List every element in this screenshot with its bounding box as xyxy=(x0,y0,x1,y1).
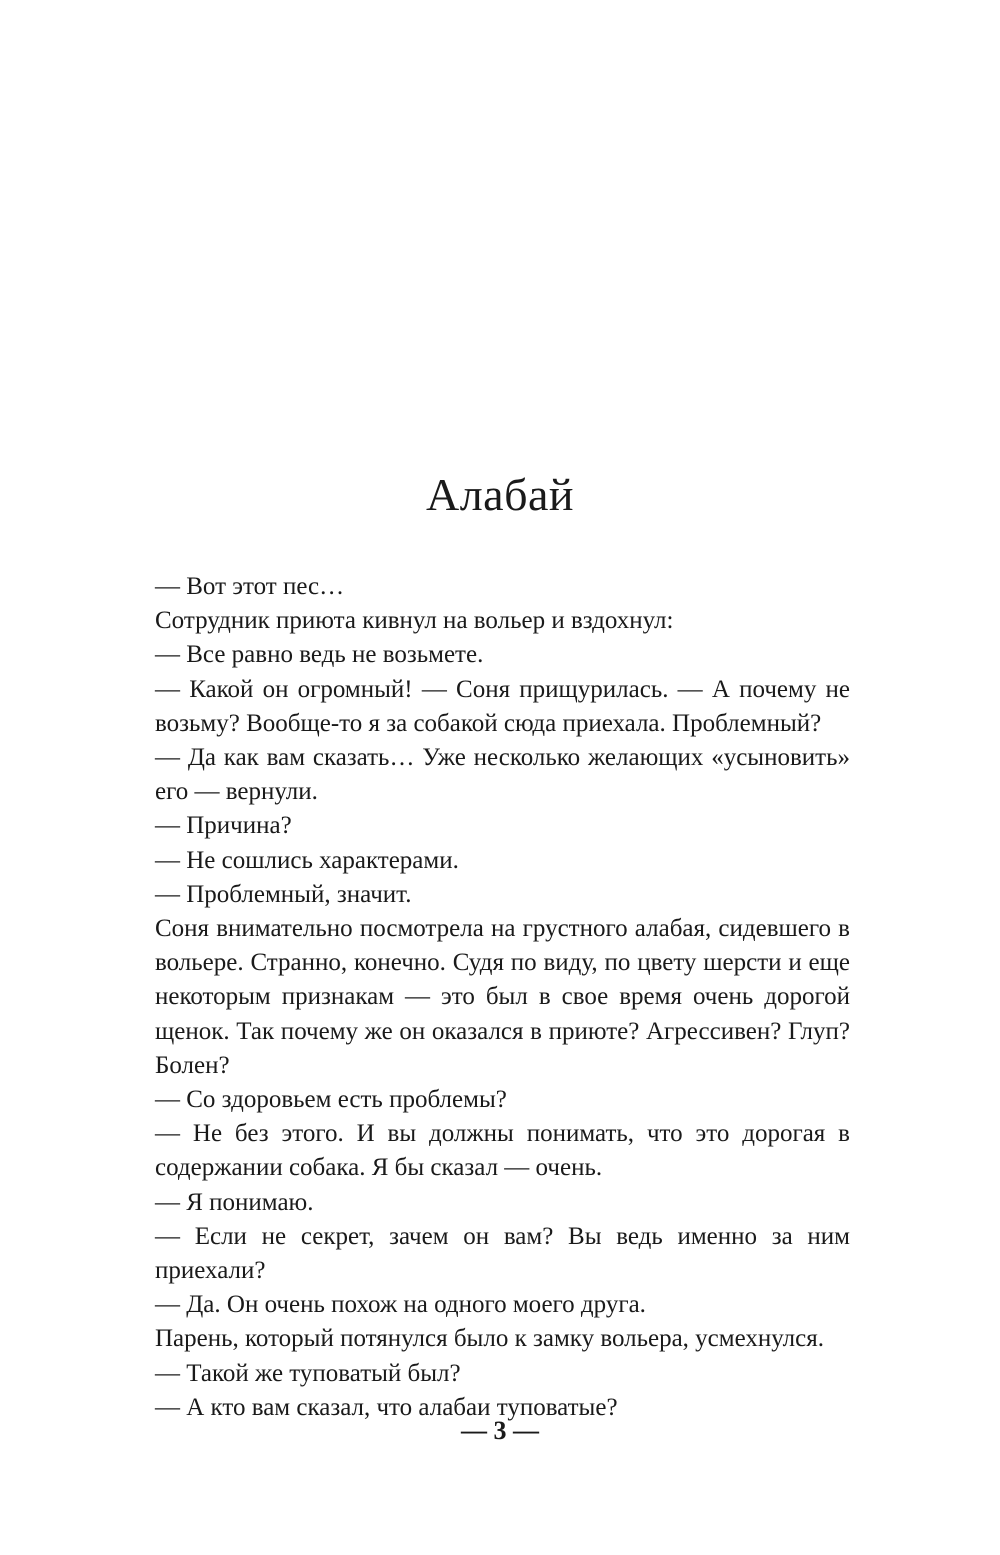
paragraph: — Я понимаю. xyxy=(155,1188,314,1216)
paragraph: — Да. Он очень похож на одного моего друга. xyxy=(155,1291,646,1319)
paragraph: — Все равно ведь не возьмете. xyxy=(155,641,484,669)
paragraph: — Какой он огромный! — Соня прищурилась. — А почему не возьму? Вообще-то я за собакой сюда приехала. Проблемный? xyxy=(155,675,850,737)
paragraph: — Вот этот пес… xyxy=(155,573,345,600)
paragraph: — Причина? xyxy=(155,812,292,840)
paragraph: — Если не секрет, зачем он вам? Вы ведь именно за ним приехали? xyxy=(155,1222,850,1285)
paragraph: Парень, который потянулся было к замку вольера, усмехнулся. xyxy=(155,1325,824,1353)
paragraph: — Проблемный, значит. xyxy=(155,880,412,908)
paragraph: Соня внимательно посмотрела на грустного алабая, сидевшего в вольере. Странно, конечно. Судя по виду, по цвету шерсти и еще некоторым признакам — это был в свое время очень дорогой щенок. Так почему же он оказался в приюте? Агрессивен? Глуп? Болен? xyxy=(155,915,850,1079)
chapter-title: Алабай xyxy=(425,469,575,520)
paragraph: — А кто вам сказал, что алабаи туповатые? xyxy=(155,1393,618,1421)
paragraph: Сотрудник приюта кивнул на вольер и вздохнул: xyxy=(155,607,674,635)
paragraph: — Такой же туповатый был? xyxy=(155,1359,461,1387)
page-number: — 3 — xyxy=(461,1416,539,1445)
paragraph: — Со здоровьем есть проблемы? xyxy=(155,1086,507,1114)
chapter-text xyxy=(155,570,850,1425)
paragraph: — Не сошлись характерами. xyxy=(155,846,459,874)
paragraph: — Не без этого. И вы должны понимать, что это дорогая в содержании собака. Я бы сказал — очень. xyxy=(155,1120,850,1182)
paragraph: — Да как вам сказать… Уже несколько желающих «усыновить» его — вернули. xyxy=(155,744,850,806)
